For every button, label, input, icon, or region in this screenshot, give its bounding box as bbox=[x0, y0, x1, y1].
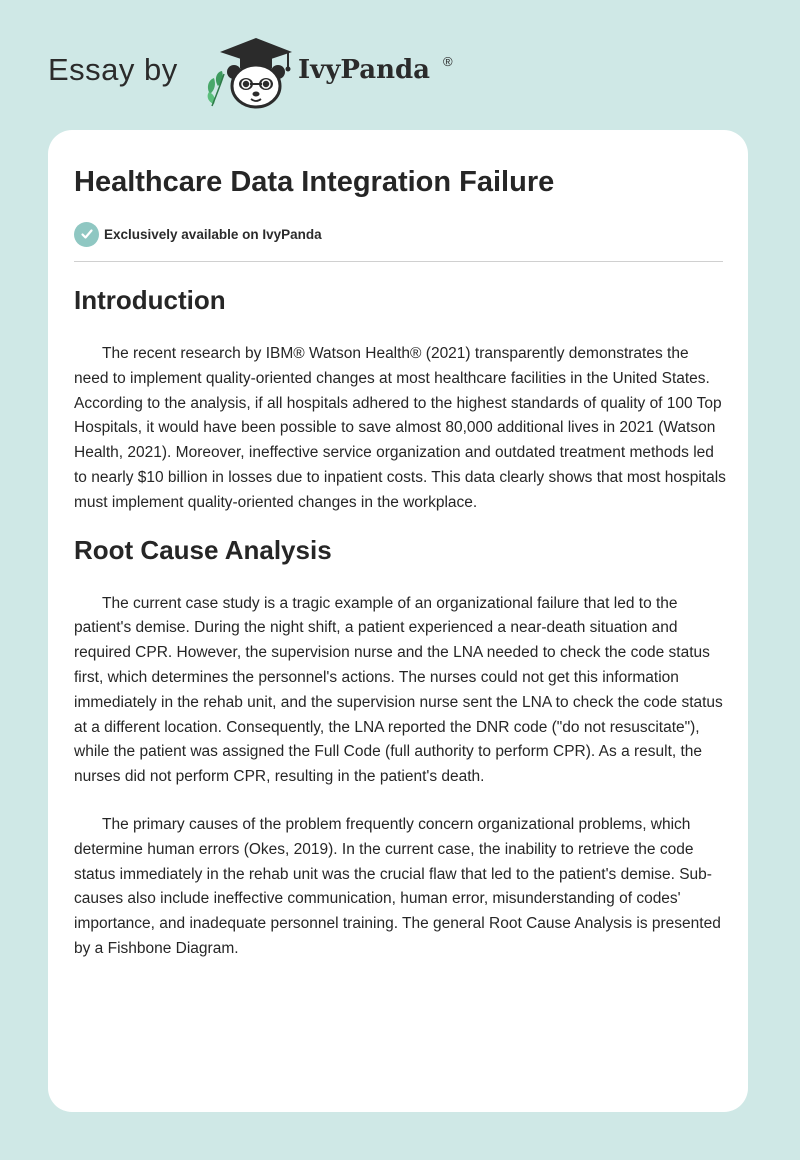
checkmark-icon bbox=[74, 222, 99, 247]
paragraph: The primary causes of the problem frequently concern organizational problems, which determine human errors (Okes, 2019). In the current case, the inability to retrieve the code status immediately in the rehab unit was the crucial flaw that led to the patient's demise. Sub-causes also include ineffective communication, human error, misunderstanding of codes' importance, and inadequate personnel training. The general Root Cause Analysis is presented by a Fishbone Diagram. bbox=[74, 815, 721, 957]
divider bbox=[74, 261, 723, 262]
section-heading-introduction: Introduction bbox=[74, 285, 226, 315]
paragraph: The current case study is a tragic example of an organizational failure that led to the patient's demise. During the night shift, a patient experienced a near-death situation and required CPR. However, the supervision nurse and the LNA needed to check the code status first, which determines the personnel's actions. The nurses could not get this information immediately in the rehab unit, and the supervision nurse sent the LNA to check the code status at a different location. Consequently, the LNA reported the DNR code ("do not resuscitate"), while the patient was assigned the Full Code (full authority to perform CPR). As a result, the nurses did not perform CPR, resulting in the patient's death. bbox=[74, 594, 723, 786]
paragraph: The recent research by IBM® Watson Health® (2021) transparently demonstrates the need to implement quality-oriented changes at most healthcare facilities in the United States. According to the analysis, if all hospitals adhered to the highest standards of quality of 100 Top Hospitals, it would have been possible to save almost 80,000 additional lives in 2021 (Watson Health, 2021). Moreover, ineffective service organization and outdated treatment methods led to nearly $10 billion in losses due to inpatient costs. This data clearly shows that most hospitals must implement quality-oriented changes in the workplace. bbox=[74, 345, 726, 511]
brand-name[interactable]: IvyPanda bbox=[298, 55, 431, 85]
article-body bbox=[74, 282, 726, 962]
panda-logo-icon[interactable] bbox=[200, 34, 296, 110]
exclusive-badge bbox=[74, 221, 322, 247]
registered-mark: ® bbox=[443, 54, 453, 69]
badge-label: Exclusively available on IvyPanda bbox=[104, 226, 322, 242]
section-heading-root-cause-analysis: Root Cause Analysis bbox=[74, 534, 332, 565]
site-header bbox=[0, 0, 800, 130]
brand-prefix: Essay by bbox=[48, 52, 178, 87]
article-card bbox=[48, 130, 748, 1112]
page-title: Healthcare Data Integration Failure bbox=[74, 166, 555, 198]
